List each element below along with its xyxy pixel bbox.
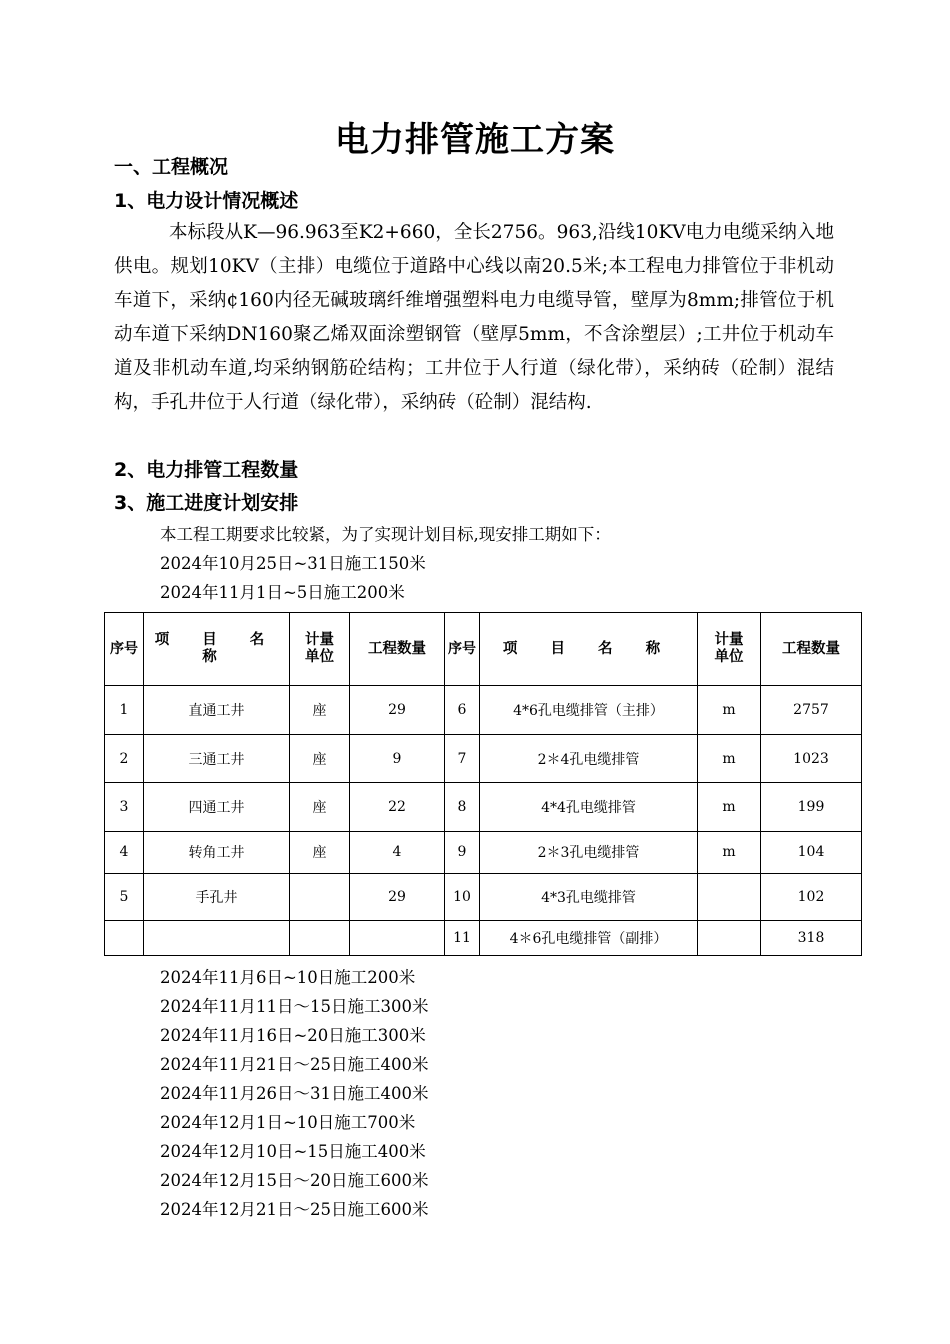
schedule-intro: 本工程工期要求比较紧，为了实现计划目标,现安排工期如下：: [160, 525, 611, 544]
table-cell: 11: [445, 920, 480, 955]
table-cell: 22: [350, 783, 445, 831]
table-cell: 3: [105, 783, 144, 831]
table-cell: 29: [350, 873, 445, 920]
table-cell: m: [698, 783, 761, 831]
table-cell: 手孔井: [144, 873, 290, 920]
header-cell: 项 目 名 称: [480, 613, 698, 686]
table-cell: 座: [290, 783, 350, 831]
quantity-table: [104, 612, 862, 956]
schedule-line: 2024年12月1日~10日施工700米: [160, 1113, 416, 1132]
table-cell: 7: [445, 735, 480, 783]
table-row: [105, 735, 862, 783]
table-cell: 5: [105, 873, 144, 920]
table-cell: [698, 920, 761, 955]
header-cell: 序号: [105, 613, 144, 686]
table-cell: [290, 873, 350, 920]
table-row: [105, 831, 862, 873]
table-cell: 4*6孔电缆排管（主排）: [480, 686, 698, 735]
section-heading-overview: 一、工程概况: [114, 156, 229, 178]
table-cell: [350, 920, 445, 955]
table-cell: 2: [105, 735, 144, 783]
schedule-line: 2024年10月25日~31日施工150米: [160, 554, 426, 573]
table-cell: [290, 920, 350, 955]
overview-paragraph: 本标段从K—96.963至K2+660，全长2756。963,沿线10KV电力电缆采纳入地供电。规划10KV（主排）电缆位于道路中心线以南20.5米;本工程电力排管位于非机动车道下，采纳¢160内径无碱玻璃纤维增强塑料电力电缆导管，壁厚为8mm;排管位于机动车道下采纳DN160聚乙烯双面涂塑钢管（壁厚5mm，不含涂塑层）;工井位于机动车道及非机动车道,均采纳钢筋砼结构；工井位于人行道（绿化带），采纳砖（砼制）混结构，手孔井位于人行道（绿化带），采纳砖（砼制）混结构.: [114, 222, 834, 413]
table-row: [105, 783, 862, 831]
schedule-line: 2024年11月11日～15日施工300米: [160, 997, 429, 1016]
table-cell: 4: [350, 831, 445, 873]
header-cell: 计量单位: [290, 613, 350, 686]
header-cell: 计量单位: [698, 613, 761, 686]
table-cell: 9: [350, 735, 445, 783]
table-cell: 四通工井: [144, 783, 290, 831]
table-cell: [698, 873, 761, 920]
table-cell: 6: [445, 686, 480, 735]
table-cell: 1: [105, 686, 144, 735]
subheading-quantities: 2、电力排管工程数量: [114, 459, 299, 481]
table-cell: m: [698, 831, 761, 873]
table-row: [105, 686, 862, 735]
table-cell: 1023: [761, 735, 862, 783]
table-row: [105, 920, 862, 955]
schedule-line: 2024年12月15日～20日施工600米: [160, 1171, 429, 1190]
table-cell: 318: [761, 920, 862, 955]
table-cell: 8: [445, 783, 480, 831]
table-cell: 2＊4孔电缆排管: [480, 735, 698, 783]
table-cell: 2＊3孔电缆排管: [480, 831, 698, 873]
table-cell: 三通工井: [144, 735, 290, 783]
table-cell: 199: [761, 783, 862, 831]
schedule-line: 2024年11月21日～25日施工400米: [160, 1055, 429, 1074]
table-cell: 10: [445, 873, 480, 920]
table-header-row: [105, 613, 862, 686]
table-cell: m: [698, 735, 761, 783]
table-cell: 4*3孔电缆排管: [480, 873, 698, 920]
table-cell: 转角工井: [144, 831, 290, 873]
table-cell: m: [698, 686, 761, 735]
table-cell: 2757: [761, 686, 862, 735]
header-cell: 工程数量: [761, 613, 862, 686]
schedule-line: 2024年11月6日~10日施工200米: [160, 968, 416, 987]
table-cell: 4*4孔电缆排管: [480, 783, 698, 831]
table-cell: 座: [290, 831, 350, 873]
table-cell: [144, 920, 290, 955]
subheading-schedule: 3、施工进度计划安排: [114, 492, 299, 514]
schedule-line: 2024年12月21日～25日施工600米: [160, 1200, 429, 1219]
header-cell: 序号: [445, 613, 480, 686]
table-cell: 直通工井: [144, 686, 290, 735]
subheading-design: 1、电力设计情况概述: [114, 190, 299, 212]
table-cell: 4＊6孔电缆排管（副排）: [480, 920, 698, 955]
table-cell: [105, 920, 144, 955]
page-title: 电力排管施工方案: [335, 120, 615, 160]
schedule-line: 2024年11月1日~5日施工200米: [160, 583, 405, 602]
table-cell: 102: [761, 873, 862, 920]
table-cell: 29: [350, 686, 445, 735]
schedule-line: 2024年12月10日~15日施工400米: [160, 1142, 426, 1161]
schedule-line: 2024年11月26日～31日施工400米: [160, 1084, 429, 1103]
header-cell: 工程数量: [350, 613, 445, 686]
table-cell: 4: [105, 831, 144, 873]
table-row: [105, 873, 862, 920]
header-cell: 项 目 名 称: [144, 613, 290, 686]
table-cell: 9: [445, 831, 480, 873]
table-cell: 座: [290, 686, 350, 735]
table-cell: 座: [290, 735, 350, 783]
table-cell: 104: [761, 831, 862, 873]
schedule-line: 2024年11月16日~20日施工300米: [160, 1026, 426, 1045]
